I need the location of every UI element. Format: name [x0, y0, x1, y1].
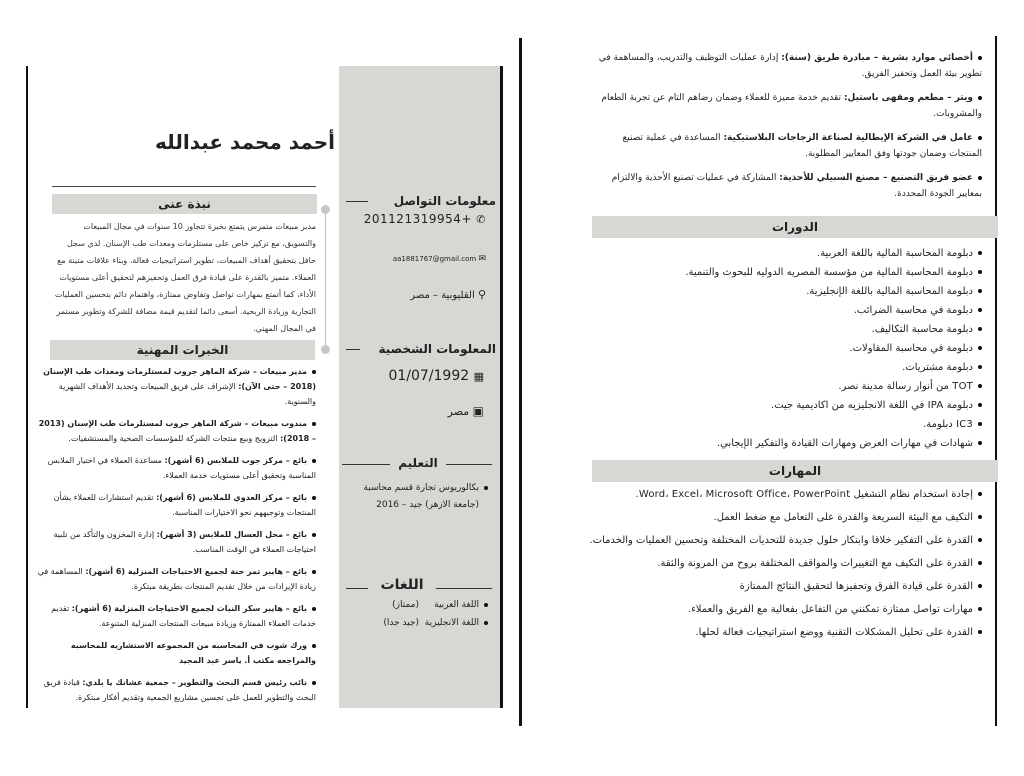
email-row — [350, 254, 486, 268]
course-item — [600, 377, 982, 396]
languages-line-left — [346, 588, 368, 589]
skill-text: القدرة على التكيف مع التغييرات والمواقف المختلفة بروح من المرونة والثقة. — [657, 558, 973, 569]
languages-header — [342, 577, 496, 597]
experience-title: الخبرات المهنية — [50, 340, 315, 360]
experience-heading: بائع – مركز العدوي للملابس (6 أشهر): — [156, 493, 307, 502]
experience-body: الترويج وبيع منتجات الشركة للمؤسسات الصحية والمستشفيات. — [68, 434, 278, 443]
bullet — [312, 644, 316, 648]
course-item — [600, 263, 982, 282]
volunteer-body: تقديم خدمة مميزة للعملاء وضمان رضاهم التام عن تجربة الطعام والمشروبات. — [601, 93, 982, 119]
volunteer-body: المساعدة في عملية تصنيع المنتجات وضمان جودتها وفق المعايير المطلوبة. — [622, 133, 982, 159]
nationality-row — [350, 404, 484, 422]
bullet — [312, 533, 316, 537]
skill-text: إجادة استخدام نظام التشغيل Word، Excel، Microsoft Office، PowerPoint. — [635, 489, 973, 500]
bullet — [978, 365, 982, 369]
bullet — [484, 486, 488, 490]
email-value: aa1881767@gmail.com — [392, 255, 477, 263]
skill-item — [576, 580, 982, 594]
contact-line — [346, 201, 368, 202]
page-divider — [519, 38, 522, 726]
experience-body: إدارة المخزون والتأكد من تلبية احتياجات العملاء في الوقت المناسب. — [53, 530, 316, 554]
course-item — [600, 339, 982, 358]
bullet — [978, 308, 982, 312]
course-text: دبلومة محاسبة التكاليف. — [871, 324, 973, 335]
phone-icon: ✆ — [476, 213, 486, 226]
courses-title: الدورات — [592, 216, 998, 238]
right-page-border — [995, 36, 997, 726]
experience-heading: بائع – هايبر تمر حنة لجميع الاحتياجات المنزلية (6 أشهر): — [85, 567, 307, 576]
skills-list — [576, 488, 982, 698]
timeline-dot — [321, 205, 330, 214]
calendar-icon: ▦ — [473, 370, 484, 383]
skill-item — [576, 534, 982, 548]
volunteer-heading: عامل في الشركة الإيطالية لصناعة الزجاجات البلاستيكية: — [723, 133, 973, 143]
skills-title: المهارات — [592, 460, 998, 482]
course-item — [600, 244, 982, 263]
birthdate-value: 01/07/1992 — [388, 368, 470, 384]
volunteer-item — [590, 90, 982, 122]
bullet — [312, 370, 316, 374]
course-text: دبلومة المحاسبة المالية باللغة العربية. — [817, 248, 973, 259]
personal-line — [346, 349, 360, 350]
volunteer-body: المشاركة في عمليات تصنيع الأحذية والالتزام بمعايير الجودة المحددة. — [611, 173, 982, 199]
experience-body: تقديم خدمات العملاء الممتازة وزيادة مبيعات المنتجات المنزلية المتنوعة. — [51, 604, 316, 628]
personal-header — [346, 342, 496, 356]
bullet — [978, 584, 982, 588]
course-text: دبلومة في محاسبة الضرائب. — [853, 305, 973, 316]
volunteer-item — [590, 50, 982, 82]
bullet — [978, 492, 982, 496]
education-line-right — [446, 464, 492, 465]
skill-text: القدرة على قيادة الفرق وتحفيزها لتحقيق النتائج الممتازة — [739, 581, 973, 592]
experience-heading: نائب رئيس قسم البحث والتطوير – جمعية عشانك يا بلدي: — [82, 678, 307, 687]
bullet — [978, 56, 982, 60]
skill-item — [576, 603, 982, 617]
course-text: دبلومة IPA في اللغة الانجليزيه من اكاديمية جيت. — [771, 400, 973, 411]
about-text: مدير مبيعات متمرس يتمتع بخبرة تتجاوز 10 سنوات في مجال المبيعات والتسويق، مع تركيز خاص على مستلزمات ومعدات طب الإسنان. لدي سجل حافل بتحقيق أهداف المبيعات، تطوير استراتيجيات فعالة، وبناء علاقات متينة مع العملاء. متميز بالقدرة على قيادة فرق العمل وتحفيزهم لتحقيق أعلى مستويات الأداء، كما أتمتع بمهارات تواصل وتفاوض ممتازة، واهتمام دائم بتحسين العمليات التجارية وزيادة الربحية. أسعى دائما لتقديم قيمة مضافة للشركة وتطوير مستمر في المجال المهني. — [54, 222, 316, 333]
languages-line-right — [436, 588, 492, 589]
about-title: نبذة عنى — [52, 194, 317, 214]
nationality-value: مصر — [447, 405, 470, 418]
bullet — [312, 681, 316, 685]
courses-list — [600, 244, 982, 456]
experience-item — [36, 364, 316, 409]
volunteer-heading: ويتر – مطعم ومقهى باستيل: — [843, 93, 973, 103]
location-row — [350, 288, 486, 304]
course-text: IC3 دبلومة. — [923, 419, 973, 430]
volunteer-heading: أخصائي موارد بشرية – مبادرة طريق (سنة): — [781, 53, 973, 63]
experience-item — [36, 416, 316, 446]
bullet — [312, 570, 316, 574]
experience-item — [36, 601, 316, 631]
education-detail — [346, 480, 488, 514]
skill-item — [576, 557, 982, 571]
experience-body: الإشراف على فريق المبيعات وتحديد الأهداف الشهرية والسنوية. — [58, 382, 316, 406]
experience-item — [36, 453, 316, 483]
skill-text: القدرة على التفكير خلاقا وابتكار حلول جديدة للتحديات المختلفة وتحسين العمليات والخدمات. — [589, 535, 973, 546]
skill-item — [576, 511, 982, 525]
bullet — [312, 459, 316, 463]
education-line2: (جامعة الازهر) جيد – 2016 — [376, 500, 479, 510]
experience-body: مساعدة العملاء في اختيار الملابس المناسبة وتحقيق أعلى مستويات خدمة العملاء. — [47, 456, 316, 480]
course-text: TOT من أنوار رسالة مدينة نصر. — [838, 381, 973, 392]
volunteer-body: إدارة عمليات التوظيف والتدريب، والمساهمة في تطوير بيئة العمل وتحفيز الفريق. — [598, 53, 982, 79]
experience-item — [36, 675, 316, 704]
education-line-left — [342, 464, 390, 465]
contact-header — [346, 194, 496, 208]
bullet — [978, 346, 982, 350]
experience-heading: بائع – محل العسال للملابس (3 أشهر): — [156, 530, 307, 539]
volunteer-heading: عضو فريق التصنيع – مصنع السبيلي للأحذية: — [779, 173, 973, 183]
language-item: اللغة الانجليزية(جيد جدا) — [346, 614, 488, 632]
experience-heading: ورك شوب في المحاسبه من المجموعه الاستشاريه للمحاسبه والمراجعه مكتب أ. ياسر عبد المجيد — [70, 641, 316, 665]
experience-item — [36, 490, 316, 520]
experience-body: قيادة فريق البحث والتطوير للعمل على تحسين مشاريع الجمعية وتقديم أفكار مبتكرة. — [43, 678, 316, 702]
volunteer-item — [590, 130, 982, 162]
course-item — [600, 434, 982, 453]
left-page-edge — [26, 66, 28, 708]
course-text: دبلومة في محاسبة المقاولات. — [849, 343, 973, 354]
phone-value: +201121319954 — [363, 212, 472, 226]
timeline-dot — [321, 345, 330, 354]
left-page-border — [500, 66, 503, 708]
flag-icon: ▣ — [472, 404, 484, 418]
volunteer-list — [590, 50, 982, 210]
bullet — [978, 422, 982, 426]
location-pin-icon: ⚲ — [477, 288, 486, 301]
course-text: دبلومة المحاسبة المالية باللغة الإنجليزية. — [806, 286, 973, 297]
course-text: شهادات في مهارات العرض ومهارات القيادة والتفكير الإيجابي. — [716, 438, 973, 449]
skill-text: التكيف مع البيئة السريعة والقدرة على التعامل مع ضغط العمل. — [713, 512, 973, 523]
experience-body: المساهمة في زيادة الإيرادات من خلال تقديم المنتجات بطريقة مبتكرة. — [37, 567, 316, 591]
experience-body: تقديم استشارات للعملاء بشأن المنتجات وتوجيههم نحو الاختيارات المناسبة. — [53, 493, 316, 517]
experience-heading: مدير مبيعات – شركة الماهر جروب لمستلزمات ومعدات طب الإسنان (2018 – حتى الآن): — [43, 367, 316, 391]
candidate-name: أحمد محمد عبدالله — [155, 130, 335, 154]
course-item — [600, 320, 982, 339]
bullet — [978, 561, 982, 565]
phone-row — [350, 212, 486, 230]
course-text: دبلومة مشتريات. — [902, 362, 973, 373]
education-line1: بكالوريوس تجارة قسم محاسبة — [346, 480, 488, 497]
language-item: اللغة العربية(ممتاز) — [346, 596, 488, 614]
skill-text: مهارات تواصل ممتازة تمكنني من التفاعل بفعالية مع الفريق والعملاء. — [687, 604, 973, 615]
bullet — [978, 251, 982, 255]
location-value: القليوبية – مصر — [410, 290, 475, 301]
bullet — [978, 384, 982, 388]
volunteer-item — [590, 170, 982, 202]
personal-title: المعلومات الشخصية — [378, 342, 496, 356]
name-divider — [52, 186, 316, 187]
bullet — [484, 603, 488, 607]
bullet — [978, 136, 982, 140]
languages-title: اللغات — [380, 577, 424, 593]
timeline-line — [325, 210, 326, 350]
experience-heading: بائع – مركز جوب للملابس (6 أشهر): — [164, 456, 307, 465]
experience-heading: بائع – هايبر سكر النبات لجميع الاحتياجات المنزلية (6 أشهر): — [71, 604, 307, 613]
course-item — [600, 282, 982, 301]
experience-item — [36, 638, 316, 668]
skill-item — [576, 626, 982, 640]
bullet — [312, 422, 316, 426]
bullet — [978, 515, 982, 519]
bullet — [978, 176, 982, 180]
bullet — [978, 441, 982, 445]
bullet — [978, 270, 982, 274]
bullet — [484, 621, 488, 625]
bullet — [978, 607, 982, 611]
course-text: دبلومة المحاسبة المالية من مؤسسة المصريه الدوليه للبحوث والتنمية. — [685, 267, 973, 278]
course-item — [600, 396, 982, 415]
course-item — [600, 301, 982, 320]
contact-title: معلومات التواصل — [393, 194, 496, 208]
bullet — [312, 496, 316, 500]
bullet — [978, 327, 982, 331]
experience-item — [36, 564, 316, 594]
experience-item — [36, 527, 316, 557]
skill-text: القدرة على تحليل المشكلات التقنية ووضع استراتيجيات فعالة لحلها. — [695, 627, 973, 638]
bullet — [312, 607, 316, 611]
experience-list — [36, 364, 316, 704]
course-item — [600, 415, 982, 434]
birthdate-row — [350, 368, 484, 386]
bullet — [978, 289, 982, 293]
course-item — [600, 358, 982, 377]
education-header — [342, 456, 496, 472]
languages-list — [346, 596, 488, 632]
bullet — [978, 96, 982, 100]
email-icon: ✉ — [478, 254, 486, 264]
skill-item — [576, 488, 982, 502]
experience-heading: مندوب مبيعات – شركة الماهر جروب لمستلزمات طب الإسنان (2013 – 2018): — [38, 419, 316, 443]
bullet — [978, 403, 982, 407]
bullet — [978, 630, 982, 634]
education-title: التعليم — [398, 456, 438, 470]
bullet — [978, 538, 982, 542]
